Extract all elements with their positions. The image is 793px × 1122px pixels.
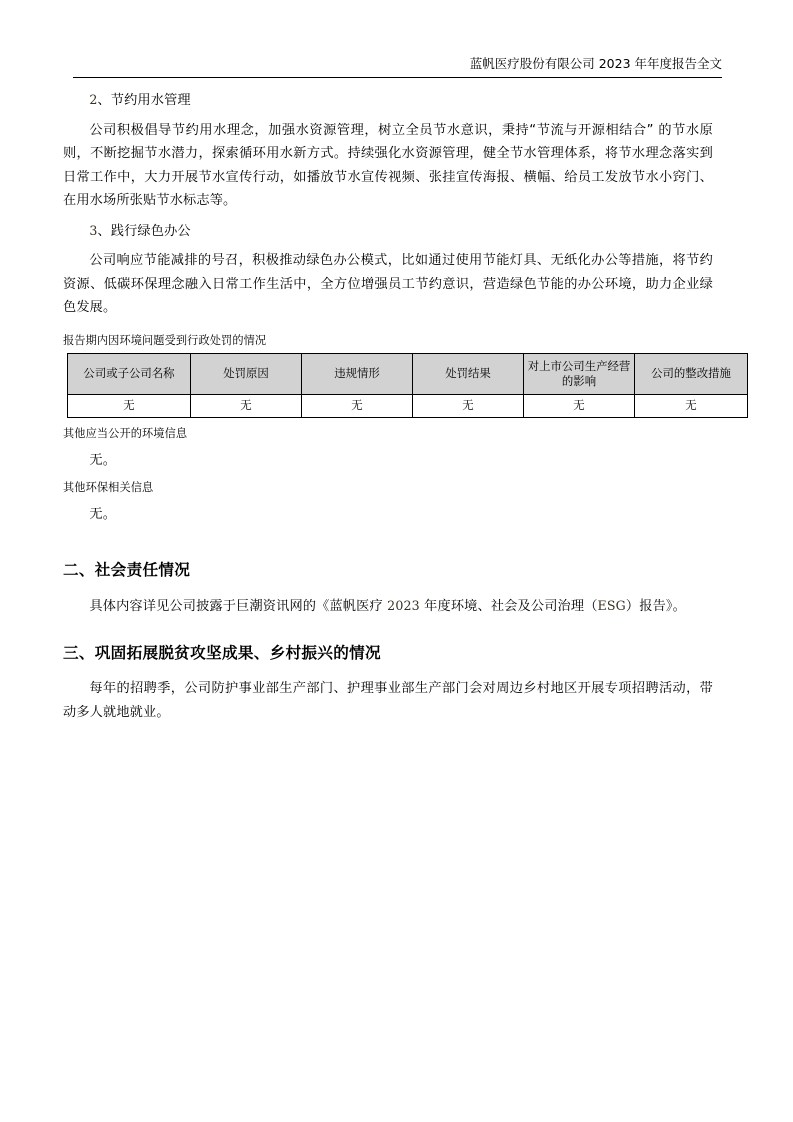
esg-abbreviation: ESG <box>597 597 626 613</box>
subheading-water-label: 、节约用水管理 <box>97 93 191 108</box>
other-public-environmental-info-value: 无。 <box>89 452 117 468</box>
other-public-environmental-info-label: 其他应当公开的环境信息 <box>63 426 188 440</box>
environmental-penalty-table <box>67 353 748 418</box>
spacer <box>63 527 713 557</box>
table-col-violation-type: 违规情形 <box>302 353 413 394</box>
table-cell-rectification-measures: 无 <box>635 394 748 417</box>
subheading-green-label: 、践行绿色办公 <box>97 223 191 239</box>
section-heading-social-responsibility: 二、社会责任情况 <box>63 560 191 579</box>
paragraph-rural-revitalization: 每年的招聘季，公司防护事业部生产部门、护理事业部生产部门会对周边乡村地区开展专项招聘活动，带动多人就地就业。 <box>63 681 713 720</box>
page-header <box>73 55 722 78</box>
table-col-impact-on-operations: 对上市公司生产经营的影响 <box>524 353 635 394</box>
subheading-green-number: 3 <box>89 222 98 238</box>
spacer <box>63 583 713 594</box>
other-environmental-related-info-label: 其他环保相关信息 <box>63 481 154 494</box>
document-content <box>63 88 731 724</box>
table-col-penalty-result: 处罚结果 <box>413 353 524 394</box>
paragraph-green-office: 公司响应节能减排的号召，积极推动绿色办公模式，比如通过使用节能灯具、无纸化办公等措施，将节约资源、低碳环保理念融入日常工作生活中，全方位增强员工节约意识，营造绿色节能的办公环境，助力企业绿色发展。 <box>63 253 713 315</box>
section-heading-rural-revitalization: 三、巩固拓展脱贫攻坚成果、乡村振兴的情况 <box>63 644 381 662</box>
esg-para-middle: 年度环境、社会及公司治理（ <box>419 598 598 614</box>
spacer <box>63 618 713 640</box>
esg-para-suffix: ）报告》。 <box>625 598 686 614</box>
table-col-company-name: 公司或子公司名称 <box>68 353 191 394</box>
table-cell-violation-type: 无 <box>302 394 413 417</box>
header-running-title: 蓝帆医疗股份有限公司 2023 年年度报告全文 <box>469 56 722 71</box>
subheading-water-management <box>63 88 713 113</box>
esg-para-prefix: 具体内容详见公司披露于巨潮资讯网的《蓝帆医疗 <box>89 598 388 614</box>
table-cell-company-name: 无 <box>68 394 191 417</box>
table-cell-impact-on-operations: 无 <box>524 394 635 417</box>
table-row <box>68 394 748 417</box>
esg-report-year: 2023 <box>387 597 420 613</box>
subheading-green-office <box>63 219 713 244</box>
subheading-water-number: 2 <box>89 92 98 107</box>
penalty-table-label: 报告期内因环境问题受到行政处罚的情况 <box>63 333 267 347</box>
paragraph-social-responsibility <box>63 594 713 619</box>
other-environmental-related-info-value: 无。 <box>89 507 117 522</box>
header-divider <box>73 77 722 78</box>
table-col-penalty-reason: 处罚原因 <box>191 353 302 394</box>
table-cell-penalty-result: 无 <box>413 394 524 417</box>
spacer <box>63 320 713 331</box>
table-header-row <box>68 353 748 394</box>
spacer <box>63 666 713 677</box>
paragraph-water-management: 公司积极倡导节约用水理念，加强水资源管理，树立全员节水意识，秉持“节流与开源相结合” 的节水原则，不断挖掘节水潜力，探索循环用水新方式。持续强化水资源管理，健全节水管理体系，将节水理念落实到日常工作中，大力开展节水宣传行动，如播放节水宣传视频、张挂宣传海报、横幅、给员工发放节水小窍门、在用水场所张贴节水标志等。 <box>63 122 713 208</box>
table-cell-penalty-reason: 无 <box>191 394 302 417</box>
table-col-rectification-measures: 公司的整改措施 <box>635 353 748 394</box>
